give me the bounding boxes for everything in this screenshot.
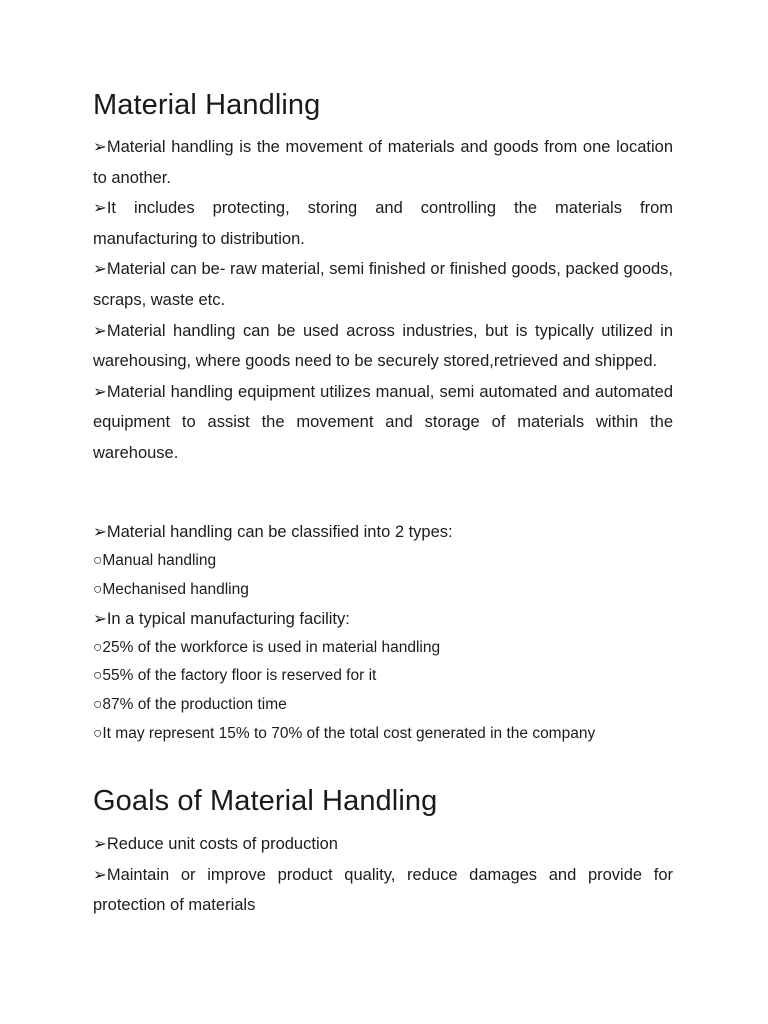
list-item: ○Manual handling	[93, 552, 217, 569]
paragraph-includes: ➢It includes protecting, storing and controlling the materials from manufacturing to distribution.	[93, 199, 673, 248]
list-item: ○It may represent 15% to 70% of the total cost generated in the company	[93, 724, 596, 742]
list-item: ○Mechanised handling	[93, 580, 249, 598]
goals-paragraphs	[93, 829, 673, 921]
paragraph-material-types: ➢Material can be- raw material, semi finished or finished goods, packed goods, scraps, waste etc.	[93, 260, 673, 309]
paragraph-goal-quality: ➢Maintain or improve product quality, reduce damages and provide for protection of materials	[93, 865, 673, 915]
list-item: ○25% of the workforce is used in material handling	[93, 638, 441, 656]
list-item: ○87% of the production time	[93, 696, 287, 714]
intro-paragraphs	[93, 132, 673, 469]
classification-list	[93, 518, 673, 749]
section-heading-goals: Goals of Material Handling	[93, 785, 438, 817]
paragraph-industries: ➢Material handling can be used across industries, but is typically utilized in warehousing, where goods need to be securely stored,retrieved and shipped.	[93, 321, 673, 371]
paragraph-goal-costs: ➢Reduce unit costs of production	[93, 835, 338, 853]
facility-intro: ➢In a typical manufacturing facility:	[93, 609, 350, 628]
paragraph-equipment: ➢Material handling equipment utilizes manual, semi automated and automated equipment to assist the movement and storage of materials within the warehouse.	[93, 382, 673, 462]
section-heading-material-handling: Material Handling	[93, 89, 321, 121]
list-item: ○55% of the factory floor is reserved for it	[93, 667, 377, 685]
paragraph-definition: ➢Material handling is the movement of materials and goods from one location to another.	[93, 138, 673, 187]
classification-intro: ➢Material handling can be classified into 2 types:	[93, 523, 453, 541]
